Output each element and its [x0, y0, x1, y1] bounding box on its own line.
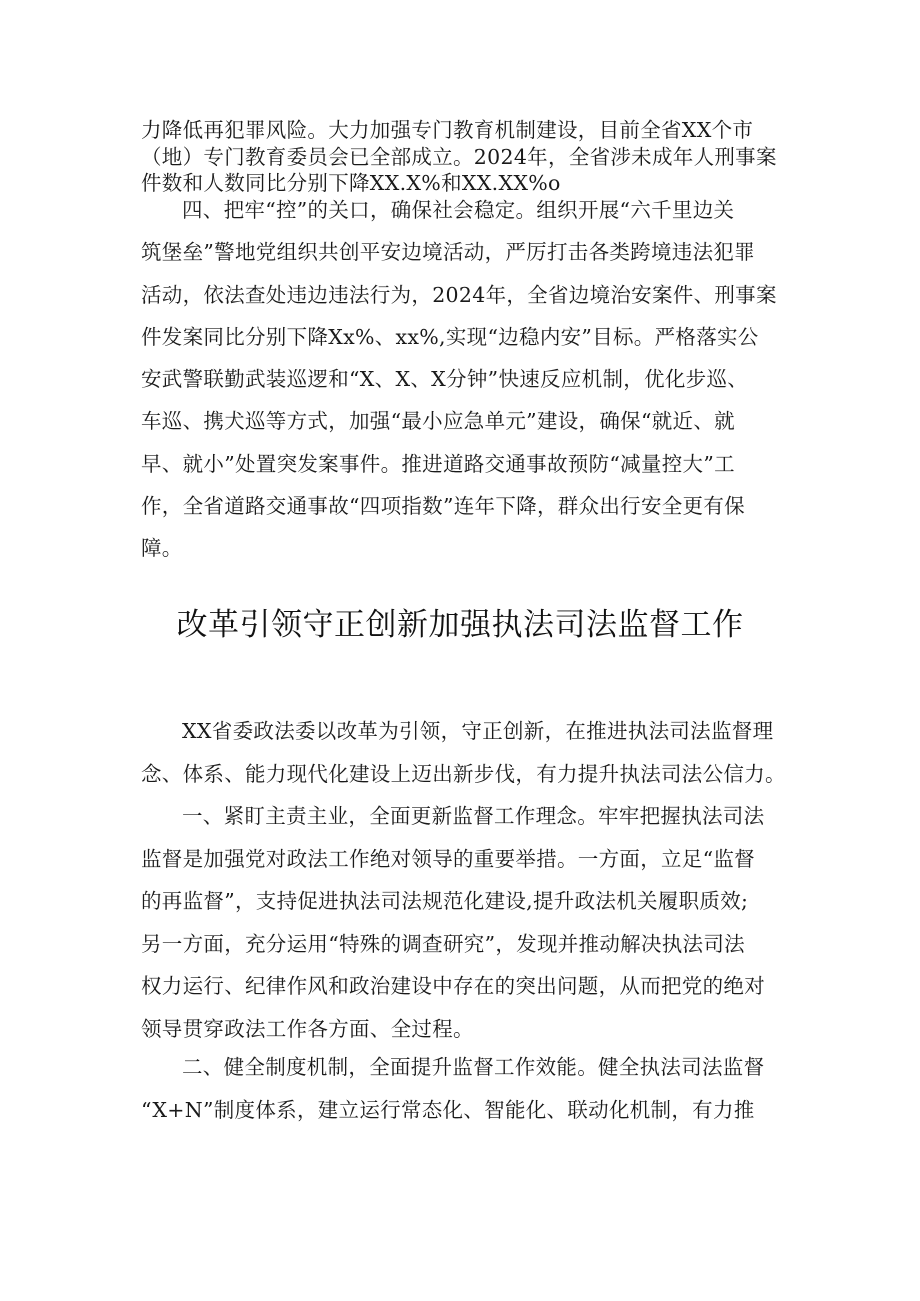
text-line: 四、把牢“控”的关口，确保社会稳定。组织开展“六千里边关: [182, 198, 735, 222]
section-title: 改革引领守正创新加强执法司法监督工作: [176, 607, 744, 643]
paragraph-intro: [141, 710, 786, 795]
text-line: 力降低再犯罪风险。大力加强专门教育机制建设，目前全省XX个市: [141, 118, 754, 142]
text-line: 车巡、携犬巡等方式，加强“最小应急单元”建设，确保“就近、就: [141, 409, 735, 434]
text-line: （地）专门教育委员会已全部成立。2024年，全省涉未成年人刑事案: [141, 144, 777, 169]
paragraph-two: [141, 1046, 786, 1131]
text-line: 另一方面，充分运用“特殊的调查研究”，发现并推动解决执法司法: [141, 931, 745, 956]
text-line: XX省委政法委以改革为引领，守正创新，在推进执法司法监督理: [182, 719, 774, 743]
text-line: 作，全省道路交通事故“四项指数”连年下降，群众出行安全更有保: [141, 494, 745, 519]
text-line: 筑堡垒”警地党组织共创平安边境活动，严厉打击各类跨境违法犯罪: [141, 240, 755, 265]
text-line: 监督是加强党对政法工作绝对领导的重要举措。一方面，立足“监督: [141, 846, 755, 871]
paragraph-one: [141, 795, 786, 1050]
text-line: 的再监督”，支持促进执法司法规范化建设,提升政法机关履职质效;: [141, 889, 749, 913]
text-line: 件发案同比分别下降Xx%、xx%,实现“边稳内安”目标。严格落实公: [141, 324, 759, 349]
text-line: 领导贯穿政法工作各方面、全过程。: [141, 1016, 474, 1041]
text-line: 安武警联勤武装巡逻和“X、X、X分钟”快速反应机制，优化步巡、: [141, 367, 749, 392]
text-line: 早、就小”处置突发案事件。推进道路交通事故预防“减量控大”工: [141, 451, 735, 476]
text-line: 活动，依法查处违边违法行为，2024年，全省边境治安案件、刑事案: [141, 282, 777, 307]
text-line: 障。: [141, 536, 183, 561]
paragraph-four: [141, 189, 786, 570]
paragraph-continued: [141, 117, 786, 197]
text-line: “X+N”制度体系，建立运行常态化、智能化、联动化机制，有力推: [141, 1097, 755, 1122]
text-line: 一、紧盯主责主业，全面更新监督工作理念。牢牢把握执法司法: [182, 804, 765, 828]
text-line: 念、体系、能力现代化建设上迈出新步伐，有力提升执法司法公信力。: [141, 761, 786, 786]
text-line: 二、健全制度机制，全面提升监督工作效能。健全执法司法监督: [182, 1055, 765, 1079]
text-line: 件数和人数同比分别下降XX.X%和XX.XX%o: [141, 171, 561, 195]
text-line: 权力运行、纪律作风和政治建设中存在的突出问题，从而把党的绝对: [141, 974, 765, 998]
